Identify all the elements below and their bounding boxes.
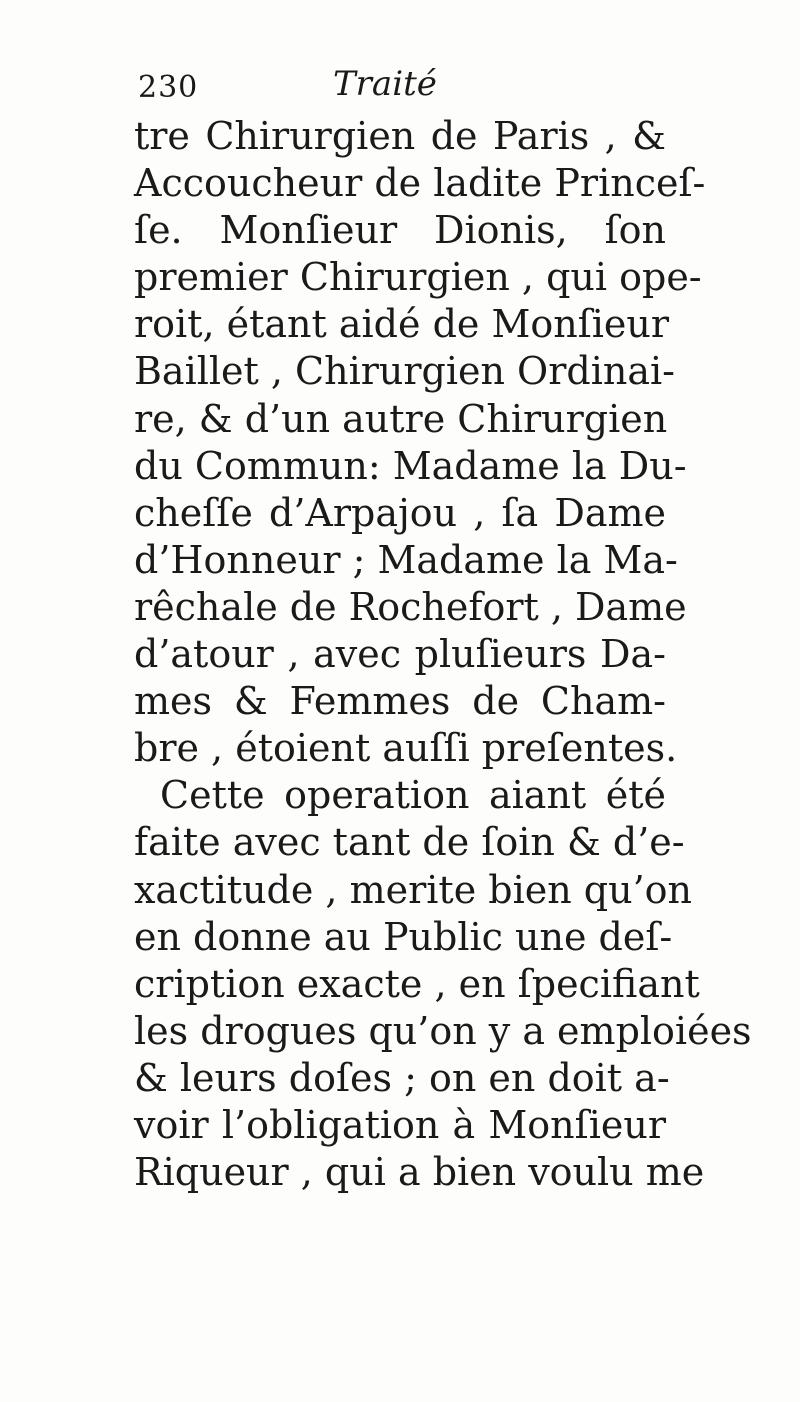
text-line: d’atour , avec pluſieurs Da- <box>134 632 666 677</box>
text-line: tre Chirurgien de Paris , & <box>134 114 666 158</box>
text-line: faite avec tant de ſoin & d’e- <box>134 820 685 865</box>
text-line: ſe. Monſieur Dionis, ſon <box>134 208 666 253</box>
text-line: roit, étant aidé de Monſieur <box>134 302 670 347</box>
text-line: du Commun: Madame la Du- <box>134 443 687 488</box>
text-line: voir l’obligation à Monſieur <box>134 1102 666 1147</box>
text-line-paragraph-start: Cette operation aiant été <box>160 773 666 818</box>
page-number: 230 <box>138 70 199 105</box>
running-title: Traité <box>333 64 437 104</box>
text-line: Baillet , Chirurgien Ordinai- <box>134 349 675 394</box>
body-text <box>134 113 752 1196</box>
text-line: xactitude , merite bien qu’on <box>134 867 693 912</box>
text-line: mes & Femmes de Cham- <box>134 679 666 724</box>
text-line: re, & d’un autre Chirurgien <box>134 396 668 441</box>
text-line: bre , étoient auſſi preſentes. <box>134 726 678 771</box>
text-line: Riqueur , qui a bien voulu me <box>134 1150 705 1195</box>
text-line: cription exacte , en ſpecifiant <box>134 961 700 1006</box>
text-line: les drogues qu’on y a emploiées <box>134 1008 752 1053</box>
running-head <box>138 64 698 108</box>
text-line: cheſſe d’Arpajou , ſa Dame <box>134 490 666 535</box>
text-line: d’Honneur ; Madame la Ma- <box>134 537 678 582</box>
text-line: Accoucheur de ladite Princeſ- <box>134 161 706 206</box>
text-line: premier Chirurgien , qui ope- <box>134 255 702 300</box>
text-line: & leurs doſes ; on en doit a- <box>134 1055 670 1100</box>
text-line: en donne au Public une deſ- <box>134 914 673 959</box>
text-line: rêchale de Rochefort , Dame <box>134 584 687 629</box>
